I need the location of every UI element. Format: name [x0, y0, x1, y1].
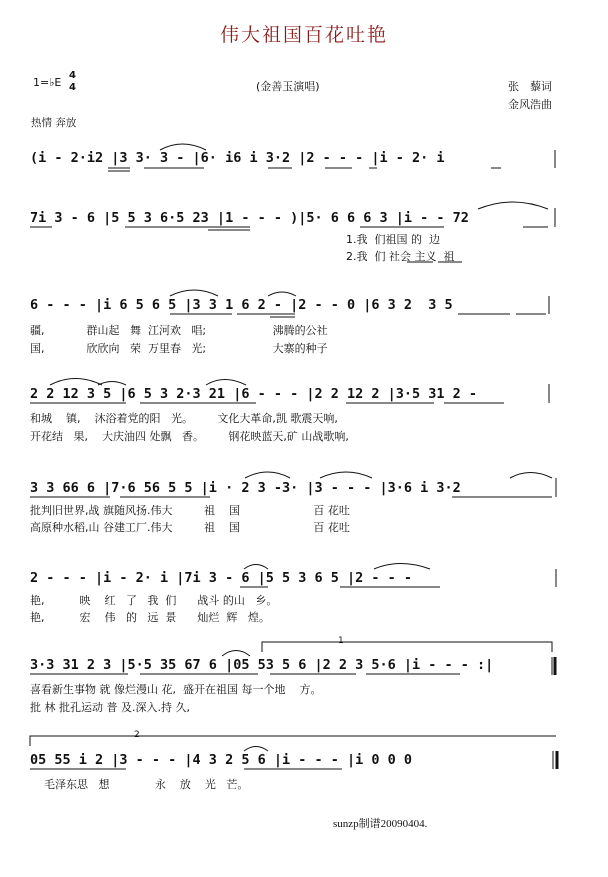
performer: (金善玉演唱) — [256, 80, 320, 93]
system-7-lyrics-verse-1: 喜看新生事物 就 像烂漫山 花, 盛开在祖国 每一个地 方。 — [30, 683, 322, 696]
system-6-lyrics-verse-2: 艳, 宏 伟 的 远 景 灿烂 辉 煌。 — [30, 611, 270, 624]
system-6-lyrics-verse-1: 艳, 映 红 了 我 们 战斗 的山 乡。 — [30, 594, 278, 607]
system-8-lyrics: 毛泽东思 想 永 放 光 芒。 — [44, 778, 249, 791]
volta-2-label: 2 — [134, 730, 140, 740]
system-8-notes: 05 55 i 2 |3 - - - |4 3 2 5 6 |i - - - |i 0 0 0 — [30, 752, 413, 768]
system-7-notes: 3·3 31 2 3 |5·5 35 67 6 |05 53 5 6 |2 2 3 5·6 |i - - - :| — [30, 657, 494, 673]
system-7-lyrics-verse-2: 批 林 批孔运动 普 及.深入.持 久, — [30, 701, 190, 714]
system-3-lyrics-verse-1: 疆, 群山起 舞 江河欢 唱; 沸腾的公社 — [30, 324, 328, 337]
volta-1-label: 1 — [338, 636, 344, 646]
system-3-lyrics-verse-2: 国, 欣欣向 荣 万里春 光; 大寨的种子 — [30, 342, 328, 355]
system-2-notes: 7i 3 - 6 |5 5 3 6·5 23 |1 - - - )|5· 6 6 6 3 |i - - 72 — [30, 210, 469, 226]
key-signature: 1=♭E — [33, 76, 62, 89]
system-4-lyrics-verse-1: 和城 镇, 沐浴着党的阳 光。 文化大革命,凯 歌震天响, — [30, 412, 338, 425]
system-3-notes: 6 - - - |i 6 5 6 5 |3 3 1 6 2 - |2 - - 0 |6 3 2 3 5 — [30, 297, 453, 313]
system-6-notes: 2 - - - |i - 2· i |7i 3 - 6 |5 5 3 6 5 |2 - - - — [30, 570, 413, 586]
system-2-lyrics-verse-2: 2.我 们 社会 主义 祖 — [346, 250, 455, 263]
system-5-lyrics-verse-1: 批判旧世界,战 旗随风扬.伟大 祖 国 百 花吐 — [30, 504, 350, 517]
tempo-marking: 热情 奔放 — [31, 117, 77, 129]
song-title: 伟大祖国百花吐艳 — [219, 24, 388, 46]
time-signature-bottom: 4 — [69, 82, 76, 93]
composer: 金风浩曲 — [508, 98, 552, 111]
system-4-notes: 2 2 12 3 5 |6 5 3 2·3 21 |6 - - - |2 2 12 2 |3·5 31 2 - — [30, 386, 478, 402]
transcriber-signature: sunzp制谱20090404. — [333, 818, 428, 830]
system-1-notes: (i - 2·i2 |3 3· 3 - |6· i6 i 3·2 |2 - - - |i - 2· i — [30, 150, 445, 166]
system-5-lyrics-verse-2: 高原种水稻,山 谷建工厂.伟大 祖 国 百 花吐 — [30, 521, 350, 534]
time-signature-top: 4 — [69, 70, 76, 81]
system-4-lyrics-verse-2: 开花结 果, 大庆油四 处飘 香。 钢花映蓝天,矿 山战歌响, — [30, 430, 349, 443]
system-2-lyrics-verse-1: 1.我 们祖国 的 边 — [346, 233, 440, 246]
system-5-notes: 3 3 66 6 |7·6 56 5 5 |i · 2 3 -3· |3 - - - |3·6 i 3·2 — [30, 480, 461, 496]
lyricist: 张 藜词 — [508, 80, 552, 93]
